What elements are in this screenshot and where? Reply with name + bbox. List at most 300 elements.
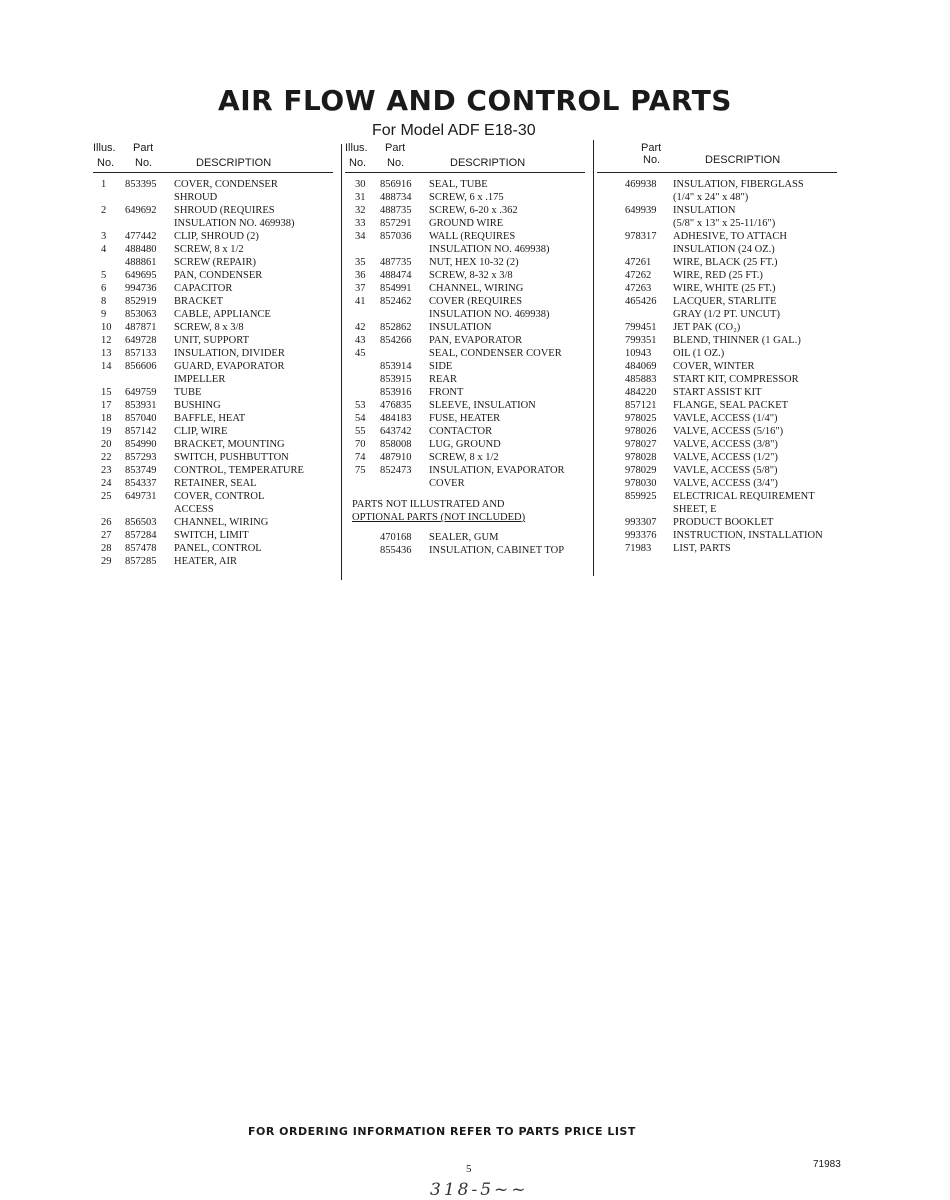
- model-subtitle: For Model ADF E18-30: [372, 122, 536, 139]
- illus-number: 19: [101, 426, 112, 437]
- part-description: SWITCH, PUSHBUTTON: [174, 452, 289, 463]
- page-number: 5: [466, 1163, 472, 1175]
- part-description: (1/4" x 24" x 48"): [673, 192, 749, 203]
- part-row: [345, 334, 585, 347]
- part-row: [93, 256, 333, 269]
- part-description: PAN, EVAPORATOR: [429, 335, 523, 346]
- illus-number: 20: [101, 439, 112, 450]
- part-row: [597, 529, 837, 542]
- illus-number: 37: [355, 283, 366, 294]
- illus-number: 15: [101, 387, 112, 398]
- illus-number: 74: [355, 452, 366, 463]
- part-header-bottom: No.: [135, 157, 153, 169]
- part-description: START KIT, COMPRESSOR: [673, 374, 799, 385]
- part-row: [345, 477, 585, 490]
- part-row: [345, 191, 585, 204]
- part-description: LUG, GROUND: [429, 439, 501, 450]
- part-row: [93, 399, 333, 412]
- part-number: 47263: [625, 283, 652, 294]
- part-row: [93, 477, 333, 490]
- part-row: [93, 347, 333, 360]
- part-description: BRACKET, MOUNTING: [174, 439, 285, 450]
- part-number: 47262: [625, 270, 652, 281]
- illus-number: 3: [101, 231, 107, 242]
- part-number: 857133: [125, 348, 157, 359]
- part-header-top: Part: [641, 142, 662, 154]
- part-description: COVER, CONDENSER: [174, 179, 278, 190]
- illus-number: 28: [101, 543, 112, 554]
- parts-column-1: [93, 142, 333, 568]
- column-divider: [341, 144, 342, 580]
- description-header: DESCRIPTION: [705, 154, 781, 166]
- part-description: CHANNEL, WIRING: [429, 283, 524, 294]
- part-row: [345, 531, 585, 544]
- part-number: 649939: [625, 205, 657, 216]
- part-number: 854266: [380, 335, 412, 346]
- part-number: 10943: [625, 348, 652, 359]
- part-description: BUSHING: [174, 400, 221, 411]
- part-number: 465426: [625, 296, 657, 307]
- part-number: 857036: [380, 231, 412, 242]
- part-description: GUARD, EVAPORATOR: [174, 361, 285, 372]
- part-row: [93, 451, 333, 464]
- part-row: [345, 295, 585, 308]
- part-number: 853931: [125, 400, 157, 411]
- part-row: [597, 230, 837, 243]
- illus-number: 53: [355, 400, 366, 411]
- handwritten-note: 318-5~~: [430, 1180, 529, 1200]
- part-number: 857121: [625, 400, 657, 411]
- part-row: [345, 230, 585, 243]
- illus-number: 75: [355, 465, 366, 476]
- part-number: 993307: [625, 517, 657, 528]
- part-description: WALL (REQUIRES: [429, 231, 516, 242]
- part-row: [597, 542, 837, 555]
- part-description: CABLE, APPLIANCE: [174, 309, 271, 320]
- part-number: 484069: [625, 361, 657, 372]
- illus-number: 18: [101, 413, 112, 424]
- part-row: [345, 321, 585, 334]
- part-row: [93, 178, 333, 191]
- part-number: 854991: [380, 283, 412, 294]
- part-row: [93, 542, 333, 555]
- part-description: SCREW, 8 x 3/8: [174, 322, 244, 333]
- part-description: SLEEVE, INSULATION: [429, 400, 536, 411]
- part-description: CLIP, WIRE: [174, 426, 228, 437]
- part-description: SHEET, E: [673, 504, 717, 515]
- part-description: VALVE, ACCESS (1/2"): [673, 452, 778, 463]
- part-number: 649692: [125, 205, 157, 216]
- part-number: 649695: [125, 270, 157, 281]
- ordering-note: FOR ORDERING INFORMATION REFER TO PARTS PRICE LIST: [248, 1125, 636, 1138]
- part-row: [93, 230, 333, 243]
- part-number: 487910: [380, 452, 412, 463]
- part-number: 484183: [380, 413, 412, 424]
- part-description: COVER (REQUIRES: [429, 296, 523, 307]
- part-description: INSULATION, EVAPORATOR: [429, 465, 565, 476]
- illus-number: 8: [101, 296, 107, 307]
- part-number: 978028: [625, 452, 657, 463]
- part-row: [597, 503, 837, 516]
- part-row: [345, 243, 585, 256]
- part-row: [597, 360, 837, 373]
- part-description: SCREW, 8 x 1/2: [174, 244, 244, 255]
- part-row: [93, 503, 333, 516]
- part-row: [597, 256, 837, 269]
- optional-parts-note: OPTIONAL PARTS (NOT INCLUDED): [352, 512, 526, 523]
- part-description: VALVE, ACCESS (5/16"): [673, 426, 784, 437]
- part-number: 853749: [125, 465, 157, 476]
- part-description: INSULATION (24 OZ.): [673, 244, 775, 255]
- part-header-bottom: No.: [387, 157, 405, 169]
- part-description: SCREW (REPAIR): [174, 257, 256, 268]
- part-row: [597, 412, 837, 425]
- illus-number: 41: [355, 296, 366, 307]
- part-row: [345, 438, 585, 451]
- part-description: VAVLE, ACCESS (5/8"): [673, 465, 778, 476]
- illus-number: 55: [355, 426, 366, 437]
- part-row: [93, 438, 333, 451]
- part-row: [597, 308, 837, 321]
- part-description: SHROUD (REQUIRES: [174, 205, 275, 216]
- part-description: (5/8" x 13" x 25-11/16"): [673, 218, 776, 229]
- part-row: [93, 529, 333, 542]
- illus-number: 33: [355, 218, 366, 229]
- illus-number: 14: [101, 361, 112, 372]
- part-row: [345, 256, 585, 269]
- illus-number: 32: [355, 205, 366, 216]
- part-description: IMPELLER: [174, 374, 226, 385]
- part-number: 488734: [380, 192, 412, 203]
- part-row: [93, 269, 333, 282]
- part-description: INSULATION NO. 469938): [174, 218, 295, 229]
- part-description: REAR: [429, 374, 458, 385]
- part-row: [597, 477, 837, 490]
- part-number: 47261: [625, 257, 652, 268]
- part-row: [345, 178, 585, 191]
- part-description: ELECTRICAL REQUIREMENT: [673, 491, 815, 502]
- part-number: 857142: [125, 426, 157, 437]
- part-number: 649731: [125, 491, 157, 502]
- part-description: SCREW, 6 x .175: [429, 192, 504, 203]
- part-number: 857284: [125, 530, 157, 541]
- part-description: BAFFLE, HEAT: [174, 413, 246, 424]
- part-row: [345, 217, 585, 230]
- illus-number: 13: [101, 348, 112, 359]
- part-number: 857293: [125, 452, 157, 463]
- part-row: [597, 451, 837, 464]
- part-number: 857040: [125, 413, 157, 424]
- part-description: RETAINER, SEAL: [174, 478, 257, 489]
- part-number: 799451: [625, 322, 657, 333]
- part-description: CAPACITOR: [174, 283, 233, 294]
- illus-number: 24: [101, 478, 112, 489]
- part-row: [345, 544, 585, 557]
- part-row: [93, 490, 333, 503]
- part-description: CONTROL, TEMPERATURE: [174, 465, 304, 476]
- part-number: 488474: [380, 270, 412, 281]
- part-row: [597, 438, 837, 451]
- part-row: [93, 334, 333, 347]
- part-row: [597, 347, 837, 360]
- part-number: 978029: [625, 465, 657, 476]
- part-number: 487871: [125, 322, 157, 333]
- part-row: [93, 282, 333, 295]
- part-row: [345, 412, 585, 425]
- part-row: [597, 191, 837, 204]
- illus-number: 36: [355, 270, 366, 281]
- part-description: START ASSIST KIT: [673, 387, 762, 398]
- illus-header-top: Illus.: [93, 142, 116, 154]
- part-number: 856606: [125, 361, 157, 372]
- part-description: GRAY (1/2 PT. UNCUT): [673, 309, 780, 320]
- part-description: VAVLE, ACCESS (1/4"): [673, 413, 778, 424]
- part-description: HEATER, AIR: [174, 556, 237, 567]
- part-number: 476835: [380, 400, 412, 411]
- part-row: [93, 412, 333, 425]
- illus-number: 1: [101, 179, 107, 190]
- part-number: 853916: [380, 387, 412, 398]
- part-row: [93, 243, 333, 256]
- part-row: [345, 269, 585, 282]
- part-number: 978025: [625, 413, 657, 424]
- part-row: [345, 373, 585, 386]
- illus-header-bottom: No.: [349, 157, 367, 169]
- part-description: BLEND, THINNER (1 GAL.): [673, 335, 801, 346]
- parts-list: [597, 178, 837, 555]
- part-description: TUBE: [174, 387, 202, 398]
- part-number: 859925: [625, 491, 657, 502]
- illus-number: 26: [101, 517, 112, 528]
- part-row: [345, 399, 585, 412]
- illus-number: 6: [101, 283, 107, 294]
- illus-number: 22: [101, 452, 112, 463]
- parts-list: [345, 178, 585, 490]
- illus-number: 23: [101, 465, 112, 476]
- illus-number: 2: [101, 205, 107, 216]
- part-row: [597, 178, 837, 191]
- part-number: 487735: [380, 257, 412, 268]
- part-number: 852862: [380, 322, 412, 333]
- part-description: SEALER, GUM: [429, 532, 499, 543]
- part-number: 978027: [625, 439, 657, 450]
- part-header-top: Part: [385, 142, 406, 154]
- illus-number: 34: [355, 231, 366, 242]
- part-row: [345, 464, 585, 477]
- part-number: 799351: [625, 335, 657, 346]
- part-row: [597, 334, 837, 347]
- part-description: WIRE, WHITE (25 FT.): [673, 283, 776, 294]
- part-description: COVER, WINTER: [673, 361, 755, 372]
- part-row: [597, 243, 837, 256]
- part-row: [93, 308, 333, 321]
- part-number: 649759: [125, 387, 157, 398]
- column-header: [345, 142, 585, 173]
- part-description: CLIP, SHROUD (2): [174, 231, 259, 242]
- illus-number: 17: [101, 400, 112, 411]
- illus-number: 70: [355, 439, 366, 450]
- part-row: [93, 295, 333, 308]
- illus-number: 54: [355, 413, 366, 424]
- part-number: 852919: [125, 296, 157, 307]
- part-row: [345, 308, 585, 321]
- part-row: [597, 490, 837, 503]
- illus-number: 31: [355, 192, 366, 203]
- part-description: GROUND WIRE: [429, 218, 504, 229]
- part-number: 993376: [625, 530, 657, 541]
- part-row: [597, 464, 837, 477]
- part-description: VALVE, ACCESS (3/4"): [673, 478, 778, 489]
- part-number: 469938: [625, 179, 657, 190]
- part-number: 856916: [380, 179, 412, 190]
- part-row: [597, 516, 837, 529]
- parts-column-2: [345, 142, 585, 557]
- part-description: INSULATION, FIBERGLASS: [673, 179, 804, 190]
- part-description: OIL (1 OZ.): [673, 348, 725, 359]
- parts-column-3: [597, 142, 837, 555]
- part-number: 853063: [125, 309, 157, 320]
- illus-number: 43: [355, 335, 366, 346]
- part-row: [597, 386, 837, 399]
- part-description: SHROUD: [174, 192, 218, 203]
- part-row: [93, 386, 333, 399]
- part-number: 853915: [380, 374, 412, 385]
- part-row: [597, 217, 837, 230]
- part-description: INSULATION: [429, 322, 492, 333]
- part-row: [345, 386, 585, 399]
- part-number: 854337: [125, 478, 157, 489]
- illus-number: 12: [101, 335, 112, 346]
- illus-number: 35: [355, 257, 366, 268]
- part-description: PRODUCT BOOKLET: [673, 517, 774, 528]
- not-illustrated-note: PARTS NOT ILLUSTRATED AND: [352, 499, 505, 510]
- part-description: SEAL, CONDENSER COVER: [429, 348, 562, 359]
- part-number: 484220: [625, 387, 657, 398]
- part-number: 857285: [125, 556, 157, 567]
- part-header-bottom: No.: [643, 154, 661, 166]
- part-row: [93, 516, 333, 529]
- part-row: [597, 269, 837, 282]
- part-row: [597, 425, 837, 438]
- part-number: 71983: [625, 543, 652, 554]
- part-description: SEAL, TUBE: [429, 179, 488, 190]
- part-description: COVER, CONTROL: [174, 491, 265, 502]
- part-description: FRONT: [429, 387, 464, 398]
- part-number: 978317: [625, 231, 657, 242]
- part-description: SCREW, 8-32 x 3/8: [429, 270, 513, 281]
- part-row: [93, 191, 333, 204]
- parts-list: [93, 178, 333, 568]
- column-header: [597, 142, 837, 173]
- part-number: 649728: [125, 335, 157, 346]
- part-row: [93, 373, 333, 386]
- illus-header-bottom: No.: [97, 157, 115, 169]
- part-number: 852473: [380, 465, 412, 476]
- part-number: 855436: [380, 545, 412, 556]
- part-number: 857478: [125, 543, 157, 554]
- part-row: [597, 321, 837, 334]
- part-number: 488735: [380, 205, 412, 216]
- part-number: 978030: [625, 478, 657, 489]
- part-description: FLANGE, SEAL PACKET: [673, 400, 789, 411]
- part-row: [345, 204, 585, 217]
- part-row: [597, 373, 837, 386]
- optional-parts-list: [345, 531, 585, 557]
- part-description: INSULATION NO. 469938): [429, 244, 550, 255]
- part-number: 994736: [125, 283, 157, 294]
- part-number: 856503: [125, 517, 157, 528]
- part-row: [345, 347, 585, 360]
- part-row: [597, 295, 837, 308]
- part-description: INSULATION NO. 469938): [429, 309, 550, 320]
- part-description: ACCESS: [174, 504, 214, 515]
- description-header: DESCRIPTION: [450, 157, 526, 169]
- illus-number: 30: [355, 179, 366, 190]
- illus-number: 45: [355, 348, 366, 359]
- part-description: SCREW, 6-20 x .362: [429, 205, 518, 216]
- part-row: [597, 204, 837, 217]
- part-number: 857291: [380, 218, 412, 229]
- part-number: 858008: [380, 439, 412, 450]
- part-number: 488480: [125, 244, 157, 255]
- part-row: [597, 282, 837, 295]
- part-row: [93, 360, 333, 373]
- part-description: SCREW, 8 x 1/2: [429, 452, 499, 463]
- part-number: 853395: [125, 179, 157, 190]
- part-row: [93, 464, 333, 477]
- part-row: [93, 425, 333, 438]
- part-row: [345, 451, 585, 464]
- part-description: INSTRUCTION, INSTALLATION: [673, 530, 823, 541]
- part-number: 485883: [625, 374, 657, 385]
- part-description: COVER: [429, 478, 465, 489]
- part-number: 488861: [125, 257, 157, 268]
- part-description: JET PAK (CO₂): [673, 322, 741, 333]
- part-number: 854990: [125, 439, 157, 450]
- part-row: [93, 217, 333, 230]
- illus-header-top: Illus.: [345, 142, 368, 154]
- column-divider: [593, 140, 594, 576]
- part-row: [93, 321, 333, 334]
- column-header: [93, 142, 333, 173]
- part-number: 477442: [125, 231, 157, 242]
- part-description: PAN, CONDENSER: [174, 270, 263, 281]
- part-description: FUSE, HEATER: [429, 413, 501, 424]
- part-description: ADHESIVE, TO ATTACH: [673, 231, 787, 242]
- part-number: 853914: [380, 361, 412, 372]
- part-description: NUT, HEX 10-32 (2): [429, 257, 519, 268]
- page-title: AIR FLOW AND CONTROL PARTS: [218, 84, 732, 117]
- description-header: DESCRIPTION: [196, 157, 272, 169]
- part-description: PANEL, CONTROL: [174, 543, 262, 554]
- part-description: WIRE, RED (25 FT.): [673, 270, 763, 281]
- illus-number: 10: [101, 322, 112, 333]
- part-header-top: Part: [133, 142, 154, 154]
- illus-number: 25: [101, 491, 112, 502]
- part-description: CONTACTOR: [429, 426, 493, 437]
- part-row: [93, 204, 333, 217]
- part-number: 643742: [380, 426, 412, 437]
- part-description: LACQUER, STARLITE: [673, 296, 777, 307]
- part-description: UNIT, SUPPORT: [174, 335, 250, 346]
- part-number: 978026: [625, 426, 657, 437]
- illus-number: 42: [355, 322, 366, 333]
- part-row: [345, 282, 585, 295]
- part-description: INSULATION, CABINET TOP: [429, 545, 565, 556]
- part-row: [345, 360, 585, 373]
- illus-number: 27: [101, 530, 112, 541]
- part-row: [93, 555, 333, 568]
